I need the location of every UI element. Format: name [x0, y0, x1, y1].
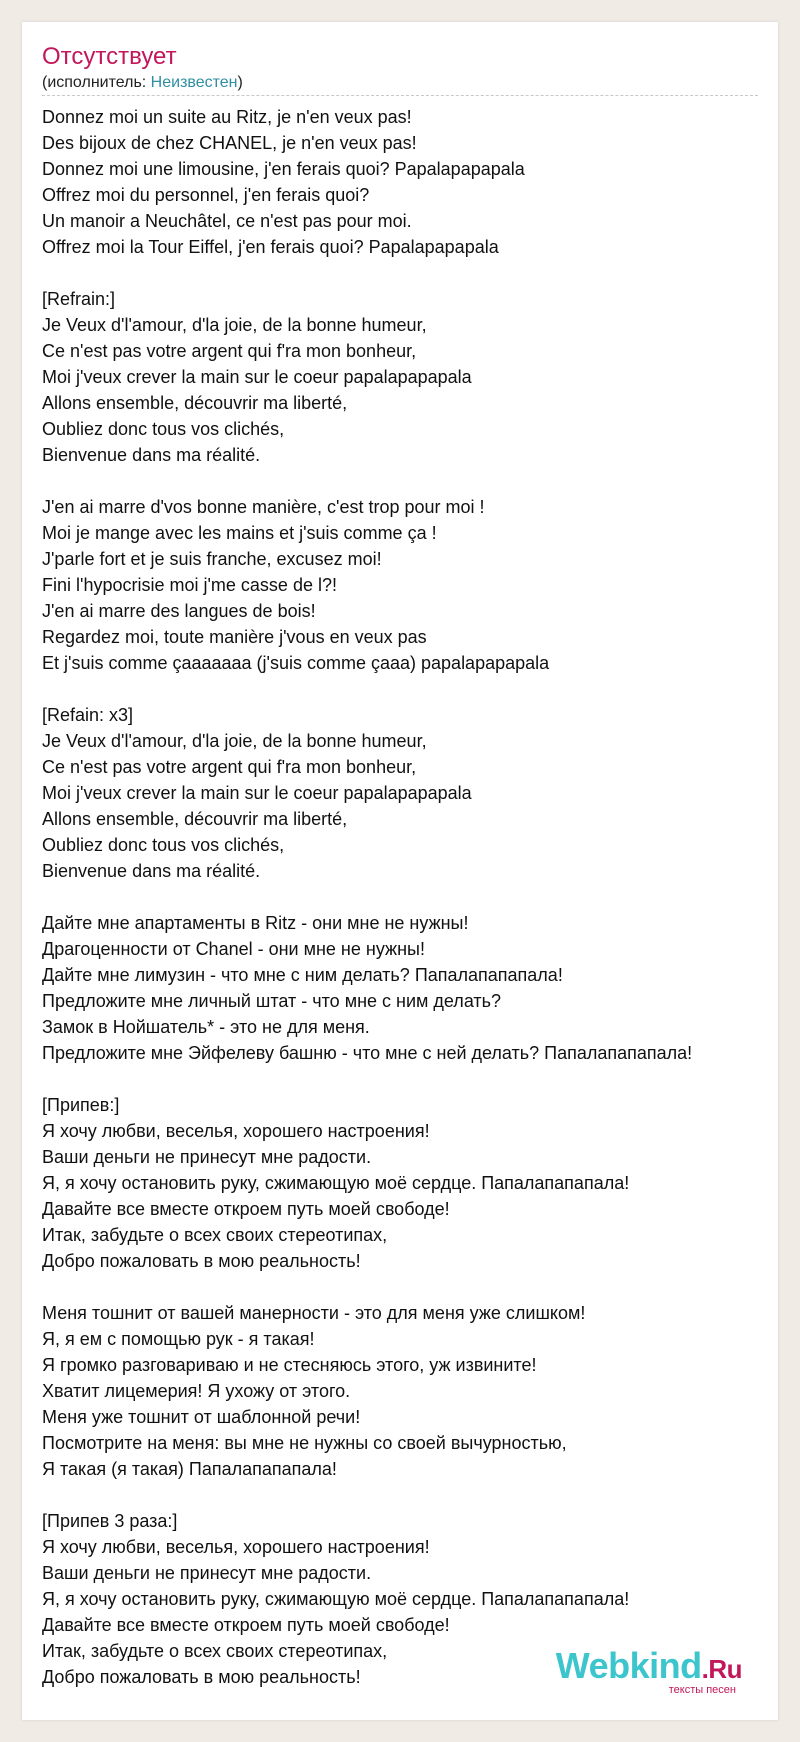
lyric-line: Moi j'veux crever la main sur le coeur papalapapapala [42, 367, 472, 387]
logo-brand: Webkind [555, 1645, 702, 1686]
lyric-line: Allons ensemble, découvrir ma liberté, [42, 809, 348, 829]
lyric-line: Я хочу любви, веселья, хорошего настроения! [42, 1537, 430, 1557]
artist-prefix: (исполнитель: [42, 74, 151, 91]
lyric-line: Un manoir a Neuchâtel, ce n'est pas pour moi. [42, 211, 412, 231]
lyric-line: Donnez moi une limousine, j'en ferais quoi? Papalapapapala [42, 159, 525, 179]
lyric-line: Хватит лицемерия! Я ухожу от этого. [42, 1381, 351, 1401]
lyric-line: Moi j'veux crever la main sur le coeur papalapapapala [42, 783, 472, 803]
lyric-line: Moi je mange avec les mains et j'suis comme ça ! [42, 523, 437, 543]
lyric-line: Bienvenue dans ma réalité. [42, 445, 261, 465]
lyric-stanza-break [42, 468, 772, 494]
lyric-stanza-break [42, 1066, 772, 1092]
lyric-line: Bienvenue dans ma réalité. [42, 861, 261, 881]
lyric-line: Regardez moi, toute manière j'vous en veux pas [42, 627, 427, 647]
lyric-line: Ce n'est pas votre argent qui f'ra mon bonheur, [42, 757, 417, 777]
lyric-line: Я такая (я такая) Папалапапапала! [42, 1459, 337, 1479]
lyric-line: Я, я хочу остановить руку, сжимающую моё сердце. Папалапапапала! [42, 1173, 630, 1193]
lyric-line: Замок в Нойшатель* - это не для меня. [42, 1017, 370, 1037]
title-divider [42, 95, 758, 96]
lyric-line: Добро пожаловать в мою реальность! [42, 1251, 361, 1271]
artist-line [42, 72, 243, 94]
webkind-logo [542, 1646, 742, 1700]
lyric-stanza-break [42, 676, 772, 702]
lyric-line: Дайте мне лимузин - что мне с ним делать? Папалапапапала! [42, 965, 563, 985]
lyric-line: Je Veux d'l'amour, d'la joie, de la bonne humeur, [42, 731, 427, 751]
song-title: Отсутствует [42, 43, 177, 70]
lyric-stanza-break [42, 884, 772, 910]
lyric-line: Я громко разговариваю и не стесняюсь этого, уж извините! [42, 1355, 537, 1375]
lyric-line: Fini l'hypocrisie moi j'me casse de l?! [42, 575, 337, 595]
lyric-line: Дайте мне апартаменты в Ritz - они мне не нужны! [42, 913, 469, 933]
lyrics-text [42, 104, 772, 1690]
lyric-line: Я хочу любви, веселья, хорошего настроения! [42, 1121, 430, 1141]
logo-tagline: тексты песен [668, 1684, 736, 1696]
lyric-line: Offrez moi la Tour Eiffel, j'en ferais quoi? Papalapapapala [42, 237, 499, 257]
lyric-line: J'parle fort et je suis franche, excusez moi! [42, 549, 382, 569]
lyric-line: Давайте все вместе откроем путь моей свободе! [42, 1615, 450, 1635]
lyric-line: [Припев 3 раза:] [42, 1511, 178, 1531]
lyric-line: Драгоценности от Chanel - они мне не нужны! [42, 939, 425, 959]
lyric-line: Давайте все вместе откроем путь моей свободе! [42, 1199, 450, 1219]
lyric-line: Offrez moi du personnel, j'en ferais quoi? [42, 185, 370, 205]
lyric-line: Et j'suis comme çaaaaaaa (j'suis comme çaaa) papalapapapala [42, 653, 550, 673]
lyric-line: Ваши деньги не принесут мне радости. [42, 1147, 372, 1167]
lyric-line: Итак, забудьте о всех своих стереотипах, [42, 1641, 388, 1661]
lyric-line: Donnez moi un suite au Ritz, je n'en veux pas! [42, 107, 412, 127]
lyric-line: Добро пожаловать в мою реальность! [42, 1667, 361, 1687]
lyric-stanza-break [42, 260, 772, 286]
lyric-line: Я, я ем с помощью рук - я такая! [42, 1329, 315, 1349]
lyric-line: Меня уже тошнит от шаблонной речи! [42, 1407, 361, 1427]
lyric-line: Oubliez donc tous vos clichés, [42, 419, 285, 439]
lyric-line: [Refrain:] [42, 289, 116, 309]
lyric-line: Предложите мне Эйфелеву башню - что мне с ней делать? Папалапапапала! [42, 1043, 693, 1063]
artist-link[interactable]: Неизвестен [150, 74, 238, 91]
lyric-line: Меня тошнит от вашей манерности - это для меня уже слишком! [42, 1303, 586, 1323]
lyric-line: J'en ai marre des langues de bois! [42, 601, 316, 621]
artist-suffix: ) [237, 74, 243, 91]
lyric-line: [Refain: x3] [42, 705, 134, 725]
lyric-line: Des bijoux de chez CHANEL, je n'en veux pas! [42, 133, 417, 153]
lyric-line: Я, я хочу остановить руку, сжимающую моё сердце. Папалапапапала! [42, 1589, 630, 1609]
lyric-line: Je Veux d'l'amour, d'la joie, de la bonne humeur, [42, 315, 427, 335]
lyric-line: Посмотрите на меня: вы мне не нужны со своей вычурностью, [42, 1433, 567, 1453]
lyric-line: Oubliez donc tous vos clichés, [42, 835, 285, 855]
lyric-line: Ваши деньги не принесут мне радости. [42, 1563, 372, 1583]
logo-tld: .Ru [701, 1654, 742, 1684]
lyric-line: Ce n'est pas votre argent qui f'ra mon bonheur, [42, 341, 417, 361]
lyric-stanza-break [42, 1482, 772, 1508]
lyric-line: [Припев:] [42, 1095, 120, 1115]
lyric-line: J'en ai marre d'vos bonne manière, c'est trop pour moi ! [42, 497, 485, 517]
logo-wordmark [556, 1646, 742, 1689]
lyrics-card [22, 22, 778, 1720]
lyric-line: Предложите мне личный штат - что мне с ним делать? [42, 991, 502, 1011]
lyric-stanza-break [42, 1274, 772, 1300]
lyric-line: Allons ensemble, découvrir ma liberté, [42, 393, 348, 413]
lyric-line: Итак, забудьте о всех своих стереотипах, [42, 1225, 388, 1245]
